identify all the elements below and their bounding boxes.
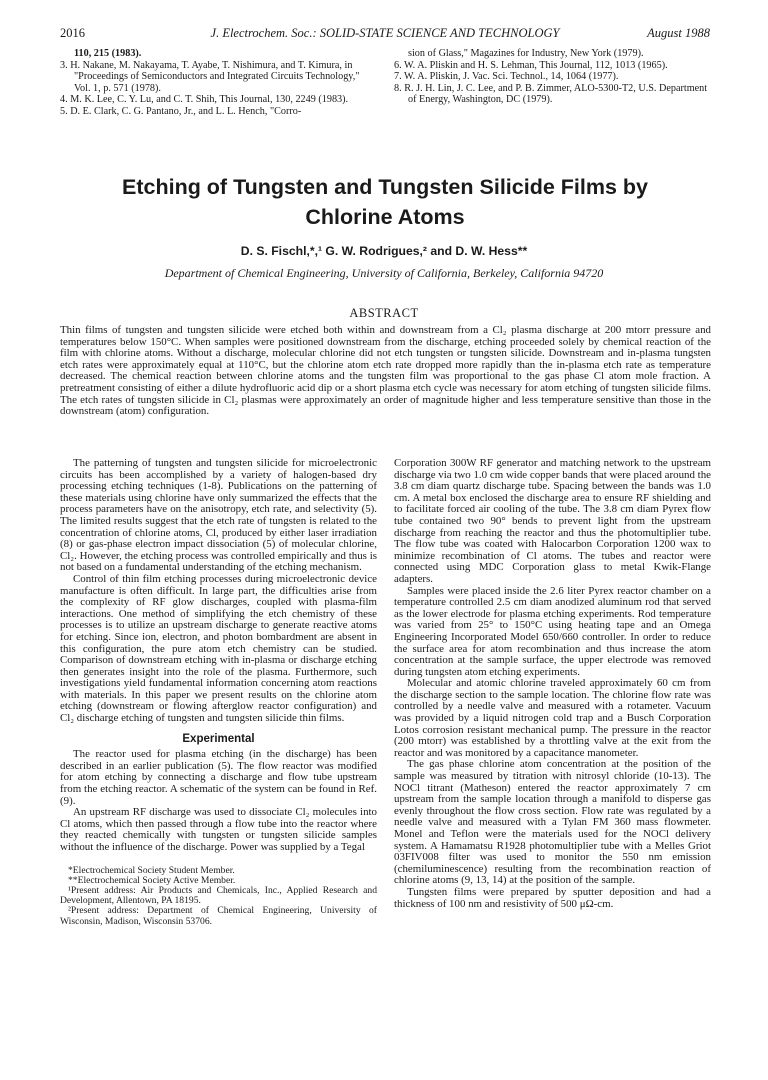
reference-item: 4. M. K. Lee, C. Y. Lu, and C. T. Shih, This Journal, 130, 2249 (1983). [60,94,349,106]
abstract-text: Thin films of tungsten and tungsten silicide were etched both within and downstream from a Cl₂ plasma discharge at 200 mtorr pressure and temperatures below 150°C. When samples were positioned downstream from the discharge, etching proceeded solely by chemical reaction of the film with chlorine atoms. Without a discharge, molecular chlorine did not etch tungsten or tungsten silicide. Downstream and in-plasma tungsten etch rates were approximately equal at 110°C, but the chlorine atom etch rate dropped more rapidly than the in-plasma etch rate as temperature decreased. The chemical reaction between chlorine atoms and the tungsten film was proportional to the gas phase Cl atom mole fraction. A pretreatment consisting of either a dilute hydrofluoric acid dip or a short plasma etch cycle was necessary for atom etching of tungsten silicide films. The etch rates of tungsten silicide in Cl₂ plasmas were approximately an order of magnitude higher and less temperature sensitive than those in the downstream (atom) configuration. [60,324,711,418]
page-number: 2016 [60,26,85,40]
body-paragraph: The gas phase chlorine atom concentration at the position of the sample was measured by titration with nitrosyl chloride (10-13). The NOCl titrant (Matheson) entered the reactor approximately 7 cm upstream from the sample location through a manifold to disperse gas evenly throughout the flow cross section. Flow rate was regulated by a needle valve and measured with a Tylan FM 360 mass flowmeter. Monel and Teflon were the materials used for the NOCl delivery system. A Hamamatsu R1928 photomultiplier tube with a Melles Griot 03FIV008 filter was used to monitor the 550 nm emission (chemiluminescence) resulting from the recombination reaction of chlorine atoms (9, 13, 14) at the position of the sample. [394,758,711,887]
body-paragraph: An upstream RF discharge was used to dissociate Cl₂ molecules into Cl atoms, which then passed through a flow tube into the reactor where they reacted chemically with tungsten or tungsten silicide samples without the influence of the discharge. Power was supplied by a Tegal [60,806,377,853]
reference-continuation: 110, 215 (1983). [74,48,142,59]
reference-item: 3. H. Nakane, M. Nakayama, T. Ayabe, T. Nishimura, and T. Kimura, in "Proceedings of Semiconductors and Integrated Circuits Technology," Vol. 1, p. 571 (1978). [60,59,360,94]
article-title: Etching of Tungsten and Tungsten Silicide Films by Chlorine Atoms [122,175,648,229]
author-list: D. S. Fischl,*,¹ G. W. Rodrigues,² and D. W. Hess** [240,244,528,258]
affiliation: Department of Chemical Engineering, University of California, Berkeley, California 94720 [164,266,604,280]
body-paragraph: The reactor used for plasma etching (in the discharge) has been described in an earlier publication (5). The flow reactor was modified for atom etching by connecting a discharge and flow tube upstream from the etching reactor. A schematic of the system can be found in Ref. (9). [60,748,377,807]
references-right [394,48,712,106]
section-heading: Experimental [182,732,255,745]
footnote: *Electrochemical Society Student Member. [68,864,235,876]
reference-item: 6. W. A. Pliskin and H. S. Lehman, This Journal, 112, 1013 (1965). [394,59,668,71]
reference-item: 5. D. E. Clark, C. G. Pantano, Jr., and L. L. Hench, "Corro- [60,105,302,117]
body-paragraph: Control of thin film etching processes during microelectronic device manufacture is often difficult. In large part, the difficulties arise from the complexity of RF glow discharges, coupled with plasma-film interactions. One method of simplifying the etch chemistry of these processes is to utilize an upstream discharge to generate reactive atoms for etching. Since ion, electron, and photon bombardment are absent in this configuration, the pure atom etch chemistry can be studied. Comparison of downstream etching with in-plasma or discharge etching then generates insight into the role of the plasma. Furthermore, such investigations yield fundamental information concerning atom reactions with materials. In this paper we present results on the chlorine atom etching (downstream or flowing afterglow reactor configuration) and Cl₂ discharge etching of tungsten and tungsten silicide thin films. [60,572,377,725]
reference-item: 7. W. A. Pliskin, J. Vac. Sci. Technol., 14, 1064 (1977). [394,71,619,83]
reference-item: 8. R. J. H. Lin, J. C. Lee, and P. B. Zimmer, ALO-5300-T2, U.S. Department of Energy, Washington, DC (1979). [394,82,708,106]
footnote: ²Present address: Department of Chemical Engineering, University of Wisconsin, Madison, Wisconsin 53706. [60,905,377,927]
footnotes [60,866,377,927]
body-paragraph: Molecular and atomic chlorine traveled approximately 60 cm from the discharge section to the sample location. The chlorine flow rate was controlled by a needle valve and measured with a rotameter. Vacuum was provided by a liquid nitrogen cold trap and a Busch Corporation Lotos corrosion resistant mechanical pump. The pressure in the reactor (200 mtorr) was established by a throttling valve at the exit from the reactor and was monitored by a capacitance manometer. [394,677,711,759]
reference-continuation: sion of Glass," Magazines for Industry, New York (1979). [408,48,644,59]
references-left [60,48,378,118]
body-column-right [394,458,711,910]
page-header [60,26,710,44]
abstract-heading: ABSTRACT [349,306,419,320]
issue-date: August 1988 [647,26,710,40]
body-paragraph: Samples were placed inside the 2.6 liter Pyrex reactor chamber on a temperature controlled 2.5 cm diam anodized aluminum rod that served as the lower electrode for plasma etching experiments. Rod temperature was varied from 25° to 150°C using heating tape and an Omega Engineering Incorporated Model 650/660 controller. In order to reduce the surface area for atom recombination and thus increase the atom concentration at the sample surface, the upper electrode was removed during tungsten atom etching experiments. [394,584,711,678]
body-paragraph: Corporation 300W RF generator and matching network to the upstream discharge via two 1.0 cm wide copper bands that were placed around the 3.8 cm diam quartz discharge tube. Spacing between the bands was 1.0 cm. A metal box enclosed the discharge area to ensure RF shielding and to facilitate forced air cooling of the tube. The 3.8 cm diam Pyrex flow tube contained two 90° bends to prevent light from the upstream discharge from reaching the reactor and thus the photomultiplier tube. The flow tube was coated with Halocarbon Corporation 1200 wax to minimize recombination of Cl atoms. The tubes and reactor were connected using MDC Corporation glass to metal Kwik-Flange adapters. [394,457,711,585]
footnote: ¹Present address: Air Products and Chemicals, Inc., Applied Research and Development, Allentown, PA 18195. [60,885,377,907]
body-paragraph: Tungsten films were prepared by sputter deposition and had a thickness of 100 nm and resistivity of 500 μΩ-cm. [394,885,711,910]
journal-name: J. Electrochem. Soc.: SOLID-STATE SCIENCE AND TECHNOLOGY [210,26,560,40]
body-paragraph: The patterning of tungsten and tungsten silicide for microelectronic circuits has been accomplished by a variety of halogen-based dry processing etching techniques (1-8). Publications on the patterning of these materials using chlorine have only summarized the effects that the process parameters have on the anisotropy, etch rate, and selectivity (5). The limited results suggest that the etch rate of tungsten is related to the concentration of chlorine atoms, Cl, produced by either laser irradiation (8) or gas-phase electron impact dissociation (5) of molecular chlorine, Cl₂. However, the etching process was controlled empirically and thus is not based on a fundamental understanding of the etching mechanism. [60,457,377,574]
body-column-left [60,458,377,927]
footnote: **Electrochemical Society Active Member. [68,874,236,886]
